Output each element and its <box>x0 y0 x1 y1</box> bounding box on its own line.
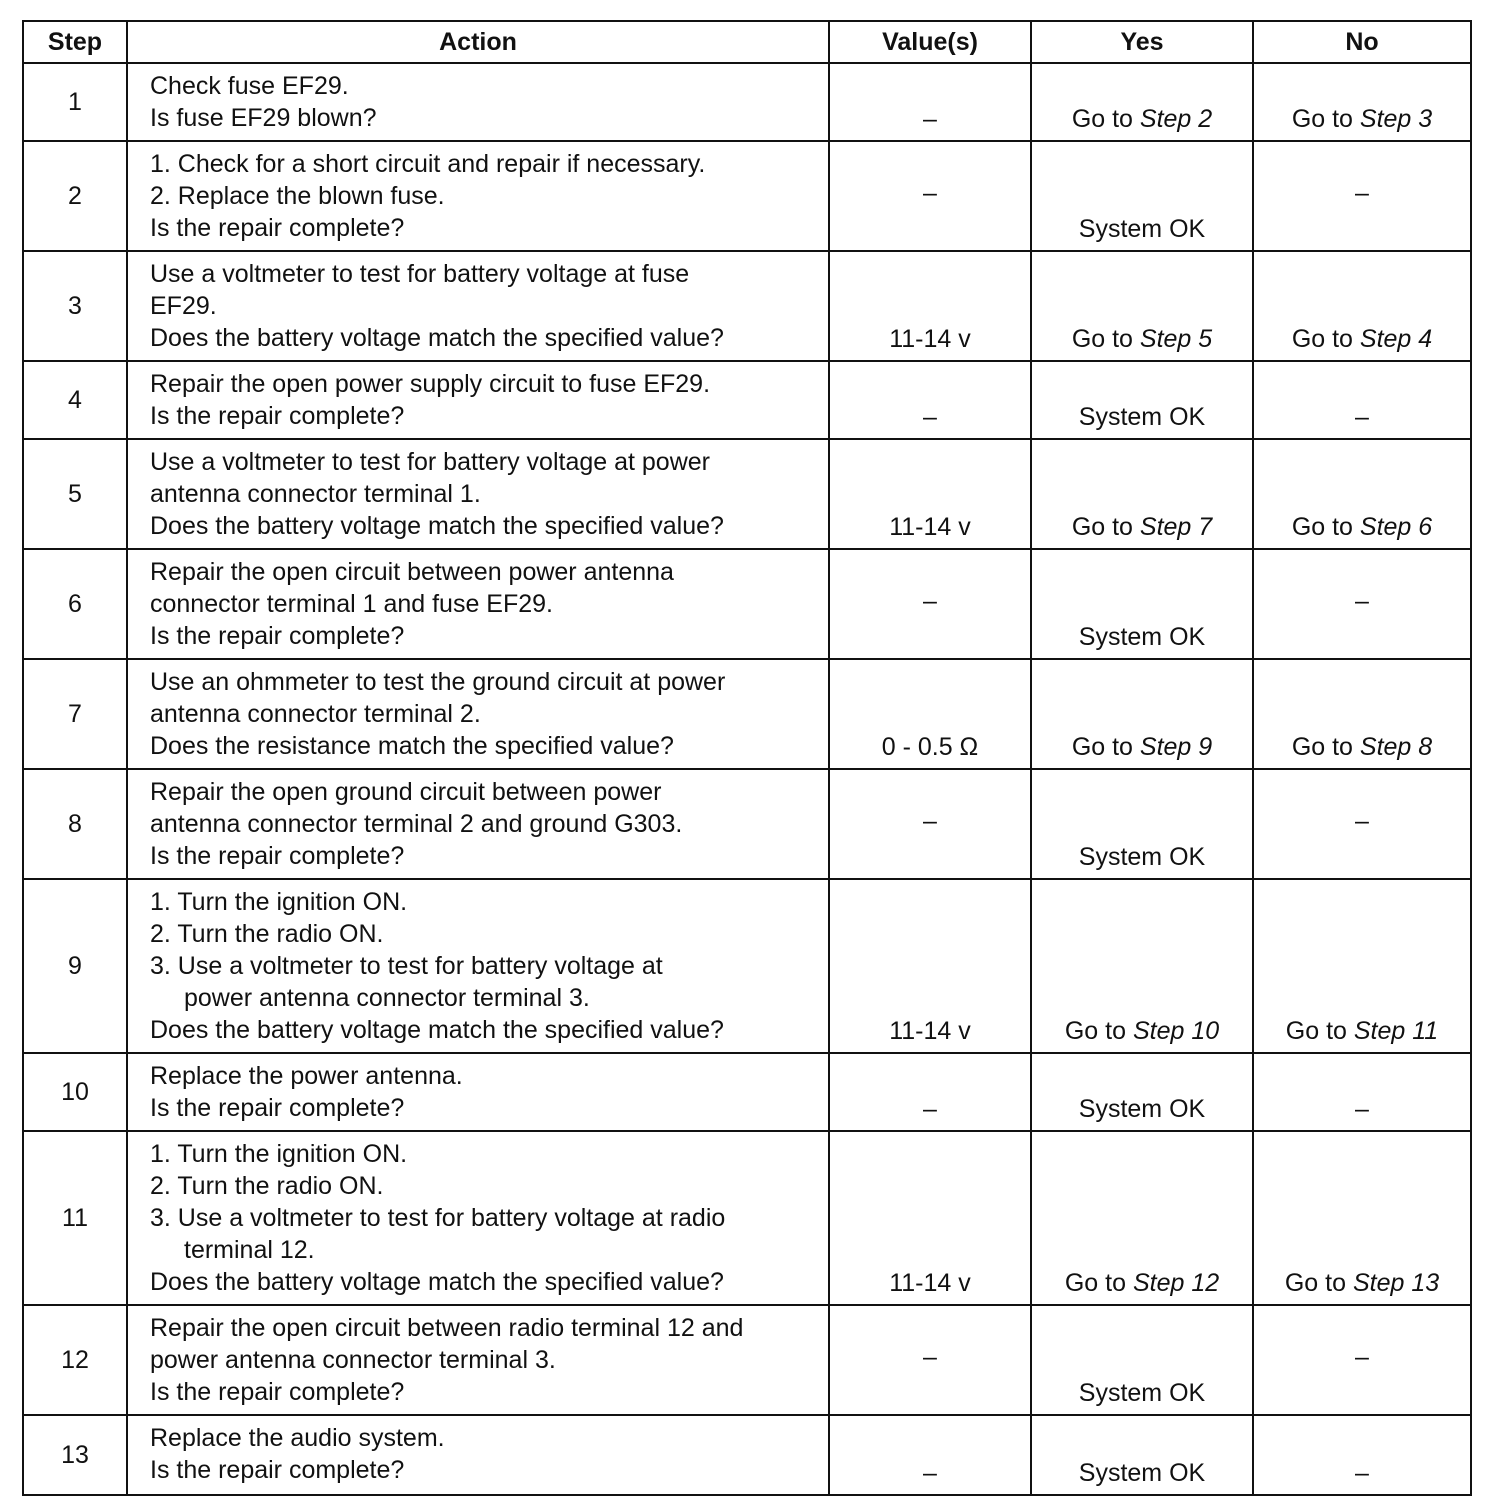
yes-result: System OK <box>1078 843 1206 871</box>
step-number: 4 <box>23 361 127 439</box>
step-number: 7 <box>23 659 127 769</box>
yes-target-step: Step 2 <box>1139 105 1213 133</box>
no-target-step: Step 8 <box>1359 733 1433 761</box>
step-number: 10 <box>23 1053 127 1131</box>
table-row <box>23 63 1471 141</box>
action-line: Repair the open circuit between power antenna <box>150 558 674 586</box>
go-to-label: Go to <box>1071 105 1140 133</box>
yes-result: System OK <box>1078 1095 1206 1123</box>
action-cell <box>127 1053 829 1131</box>
yes-result: System OK <box>1078 1459 1206 1487</box>
action-line: Is the repair complete? <box>150 842 405 870</box>
step-number: 12 <box>23 1305 127 1415</box>
action-line: Use a voltmeter to test for battery voltage at power <box>150 448 710 476</box>
no-cell <box>1253 439 1471 549</box>
action-line: Does the battery voltage match the specified value? <box>150 1268 724 1296</box>
no-result: – <box>1355 1095 1369 1123</box>
action-line: antenna connector terminal 2 and ground G303. <box>150 810 683 838</box>
no-cell <box>1253 769 1471 879</box>
yes-cell <box>1031 1053 1253 1131</box>
yes-cell <box>1031 1415 1253 1495</box>
action-line: connector terminal 1 and fuse EF29. <box>150 590 554 618</box>
go-to-label: Go to <box>1064 1017 1133 1045</box>
value-cell: 0 - 0.5 Ω <box>829 659 1031 769</box>
step-number: 13 <box>23 1415 127 1495</box>
action-cell <box>127 439 829 549</box>
action-line: 3. Use a voltmeter to test for battery voltage at <box>150 952 663 980</box>
yes-cell <box>1031 1131 1253 1305</box>
action-line: 2. Turn the radio ON. <box>150 1172 384 1200</box>
header-step: Step <box>23 21 127 63</box>
action-cell <box>127 141 829 251</box>
no-result: – <box>1355 1459 1369 1487</box>
action-line: Is fuse EF29 blown? <box>150 104 377 132</box>
go-to-label: Go to <box>1291 513 1360 541</box>
action-line: Is the repair complete? <box>150 622 405 650</box>
yes-target-step: Step 9 <box>1139 733 1213 761</box>
action-line: 1. Turn the ignition ON. <box>150 1140 408 1168</box>
table-row <box>23 141 1471 251</box>
action-line: Is the repair complete? <box>150 214 405 242</box>
action-line: power antenna connector terminal 3. <box>150 1346 556 1374</box>
action-line: Does the battery voltage match the specified value? <box>150 512 724 540</box>
yes-result: System OK <box>1078 403 1206 431</box>
action-line: Repair the open power supply circuit to fuse EF29. <box>150 370 711 398</box>
header-action: Action <box>127 21 829 63</box>
value-cell: – <box>829 769 1031 879</box>
table-row <box>23 769 1471 879</box>
action-line: Use an ohmmeter to test the ground circuit at power <box>150 668 726 696</box>
value-cell: – <box>829 361 1031 439</box>
yes-cell <box>1031 1305 1253 1415</box>
action-cell <box>127 63 829 141</box>
header-values: Value(s) <box>829 21 1031 63</box>
action-line: terminal 12. <box>184 1236 315 1264</box>
diagnostic-table <box>22 20 1472 1496</box>
value-cell: 11-14 v <box>829 879 1031 1053</box>
step-number: 8 <box>23 769 127 879</box>
action-line: 1. Turn the ignition ON. <box>150 888 408 916</box>
no-target-step: Step 11 <box>1353 1017 1439 1045</box>
no-cell <box>1253 1305 1471 1415</box>
action-line: 3. Use a voltmeter to test for battery voltage at radio <box>150 1204 726 1232</box>
action-line: Check fuse EF29. <box>150 72 349 100</box>
action-line: Is the repair complete? <box>150 1378 405 1406</box>
no-cell <box>1253 251 1471 361</box>
action-cell <box>127 361 829 439</box>
no-target-step: Step 13 <box>1352 1269 1440 1297</box>
go-to-label: Go to <box>1285 1017 1354 1045</box>
step-number: 5 <box>23 439 127 549</box>
yes-target-step: Step 10 <box>1132 1017 1220 1045</box>
value-cell: – <box>829 141 1031 251</box>
go-to-label: Go to <box>1071 733 1140 761</box>
action-line: Replace the power antenna. <box>150 1062 463 1090</box>
no-result: – <box>1355 178 1369 207</box>
action-line: Repair the open ground circuit between power <box>150 778 662 806</box>
no-result: – <box>1355 806 1369 835</box>
action-line: Use a voltmeter to test for battery voltage at fuse <box>150 260 690 288</box>
yes-cell <box>1031 63 1253 141</box>
action-line: antenna connector terminal 2. <box>150 700 481 728</box>
action-line: 2. Turn the radio ON. <box>150 920 384 948</box>
table-row <box>23 439 1471 549</box>
yes-cell <box>1031 549 1253 659</box>
no-cell <box>1253 361 1471 439</box>
table-row <box>23 251 1471 361</box>
yes-cell <box>1031 141 1253 251</box>
no-cell <box>1253 879 1471 1053</box>
action-cell <box>127 1415 829 1495</box>
yes-target-step: Step 5 <box>1139 325 1213 353</box>
action-cell <box>127 879 829 1053</box>
action-line: power antenna connector terminal 3. <box>184 984 590 1012</box>
no-target-step: Step 4 <box>1359 325 1433 353</box>
action-line: Does the resistance match the specified value? <box>150 732 674 760</box>
table-body <box>23 63 1471 1495</box>
no-cell <box>1253 63 1471 141</box>
value-cell: – <box>829 1053 1031 1131</box>
go-to-label: Go to <box>1071 513 1140 541</box>
no-cell <box>1253 1131 1471 1305</box>
no-result: – <box>1355 1342 1369 1371</box>
yes-target-step: Step 7 <box>1139 513 1213 541</box>
action-cell <box>127 549 829 659</box>
action-cell <box>127 769 829 879</box>
step-number: 2 <box>23 141 127 251</box>
action-line: 1. Check for a short circuit and repair if necessary. <box>150 150 706 178</box>
step-number: 11 <box>23 1131 127 1305</box>
no-cell <box>1253 1415 1471 1495</box>
yes-target-step: Step 12 <box>1132 1269 1220 1297</box>
no-cell <box>1253 659 1471 769</box>
yes-result: System OK <box>1078 1379 1206 1407</box>
value-cell: 11-14 v <box>829 1131 1031 1305</box>
table-row <box>23 361 1471 439</box>
action-line: Repair the open circuit between radio terminal 12 and <box>150 1314 744 1342</box>
go-to-label: Go to <box>1284 1269 1353 1297</box>
no-result: – <box>1355 586 1369 615</box>
action-cell <box>127 251 829 361</box>
step-number: 6 <box>23 549 127 659</box>
no-cell <box>1253 141 1471 251</box>
table-row <box>23 1053 1471 1131</box>
no-target-step: Step 3 <box>1359 105 1433 133</box>
action-line: 2. Replace the blown fuse. <box>150 182 445 210</box>
action-line: Does the battery voltage match the specified value? <box>150 324 724 352</box>
action-line: Replace the audio system. <box>150 1424 445 1452</box>
no-result: – <box>1355 403 1369 431</box>
go-to-label: Go to <box>1071 325 1140 353</box>
yes-cell <box>1031 361 1253 439</box>
table-row <box>23 659 1471 769</box>
yes-cell <box>1031 769 1253 879</box>
step-number: 1 <box>23 63 127 141</box>
table-row <box>23 549 1471 659</box>
action-cell <box>127 1131 829 1305</box>
no-cell <box>1253 1053 1471 1131</box>
yes-cell <box>1031 879 1253 1053</box>
action-line: EF29. <box>150 292 217 320</box>
value-cell: – <box>829 549 1031 659</box>
go-to-label: Go to <box>1291 105 1360 133</box>
value-cell: 11-14 v <box>829 251 1031 361</box>
no-target-step: Step 6 <box>1359 513 1433 541</box>
yes-cell <box>1031 659 1253 769</box>
table-row <box>23 1415 1471 1495</box>
table-header-row <box>23 21 1471 63</box>
value-cell: 11-14 v <box>829 439 1031 549</box>
value-cell: – <box>829 63 1031 141</box>
go-to-label: Go to <box>1291 733 1360 761</box>
yes-cell <box>1031 251 1253 361</box>
action-line: antenna connector terminal 1. <box>150 480 481 508</box>
table-row <box>23 879 1471 1053</box>
step-number: 3 <box>23 251 127 361</box>
header-no: No <box>1253 21 1471 63</box>
table-row <box>23 1131 1471 1305</box>
no-cell <box>1253 549 1471 659</box>
step-number: 9 <box>23 879 127 1053</box>
yes-result: System OK <box>1078 623 1206 651</box>
action-line: Is the repair complete? <box>150 1094 405 1122</box>
value-cell: – <box>829 1415 1031 1495</box>
action-cell <box>127 659 829 769</box>
action-line: Is the repair complete? <box>150 402 405 430</box>
go-to-label: Go to <box>1291 325 1360 353</box>
yes-cell <box>1031 439 1253 549</box>
yes-result: System OK <box>1078 215 1206 243</box>
header-yes: Yes <box>1031 21 1253 63</box>
go-to-label: Go to <box>1064 1269 1133 1297</box>
action-line: Does the battery voltage match the specified value? <box>150 1016 724 1044</box>
table-row <box>23 1305 1471 1415</box>
action-line: Is the repair complete? <box>150 1456 405 1484</box>
value-cell: – <box>829 1305 1031 1415</box>
action-cell <box>127 1305 829 1415</box>
